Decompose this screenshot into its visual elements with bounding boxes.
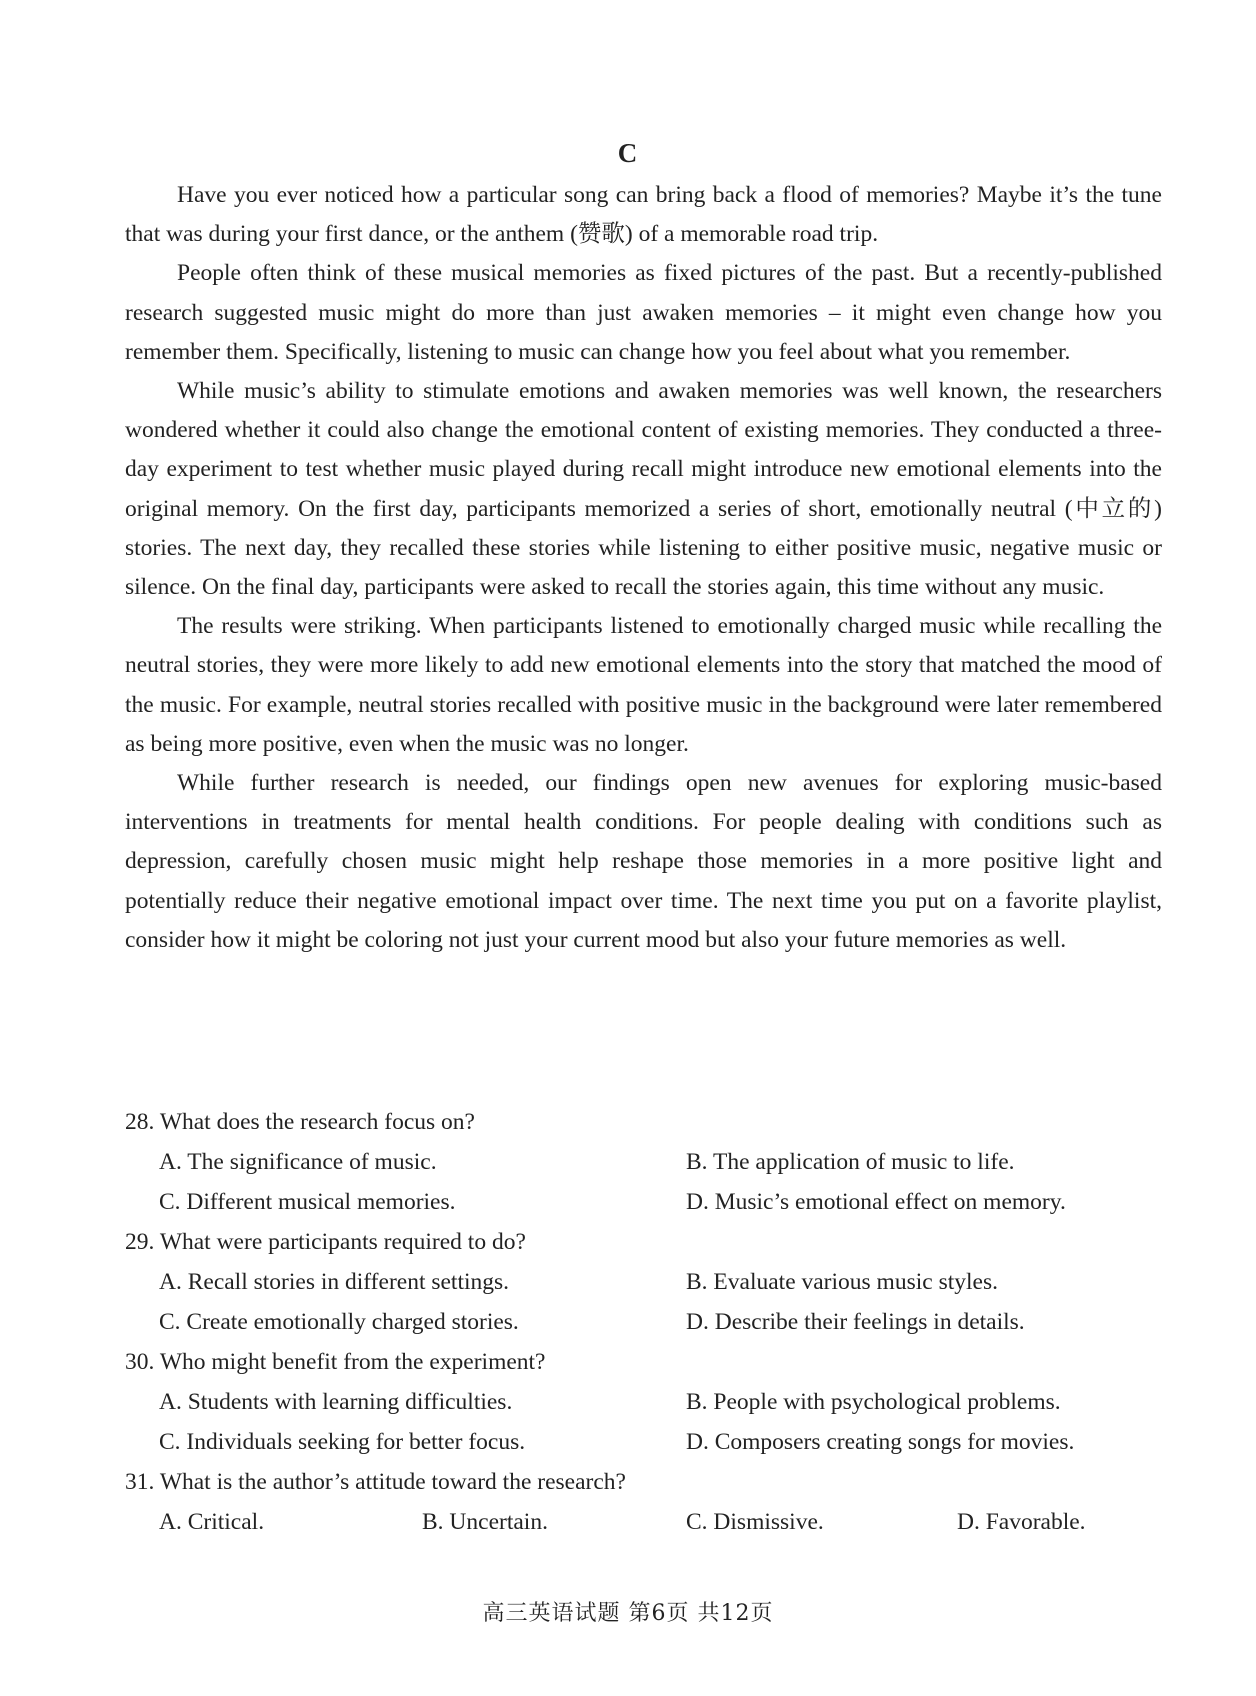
- question-list: [125, 1102, 1162, 1542]
- reading-passage: [125, 176, 1162, 960]
- option-b: B. The application of music to life.: [686, 1149, 1015, 1175]
- question-stem: 29. What were participants required to do?: [125, 1229, 526, 1255]
- option-a: A. Critical.: [159, 1509, 265, 1535]
- option-group: [125, 1502, 1162, 1542]
- option-group: [125, 1262, 1162, 1342]
- option-c: C. Individuals seeking for better focus.: [159, 1429, 526, 1455]
- option-c: C. Dismissive.: [686, 1509, 824, 1535]
- option-group: [125, 1382, 1162, 1462]
- option-a: A. The significance of music.: [159, 1149, 437, 1175]
- page-footer: 高三英语试题 第6页 共12页: [482, 1601, 774, 1626]
- option-d: D. Favorable.: [957, 1509, 1086, 1535]
- question-29: [125, 1222, 1162, 1342]
- passage-paragraph: While further research is needed, our findings open new avenues for exploring music-based interventions in treatments for mental health conditions. For people dealing with conditions such as depression, carefully chosen music might help reshape those memories in a more positive light and potentially reduce their negative emotional impact over time. The next time you put on a favorite playlist, consider how it might be coloring not just your current mood but also your future memories as well.: [125, 770, 1162, 953]
- passage-paragraph: People often think of these musical memories as fixed pictures of the past. But a recently-published research suggested music might do more than just awaken memories – it might even change how you remember them. Specifically, listening to music can change how you feel about what you remember.: [125, 260, 1162, 365]
- passage-paragraph: The results were striking. When participants listened to emotionally charged music while recalling the neutral stories, they were more likely to add new emotional elements into the story that matched the mood of the music. For example, neutral stories recalled with positive music in the background were later remembered as being more positive, even when the music was no longer.: [125, 613, 1162, 757]
- option-d: D. Describe their feelings in details.: [686, 1309, 1025, 1335]
- option-c: C. Different musical memories.: [159, 1189, 456, 1215]
- passage-paragraph: Have you ever noticed how a particular song can bring back a flood of memories? Maybe it’s the tune that was during your first dance, or the anthem (赞歌) of a memorable road trip.: [125, 182, 1162, 248]
- question-30: [125, 1342, 1162, 1462]
- section-heading: C: [617, 138, 639, 168]
- option-d: D. Music’s emotional effect on memory.: [686, 1189, 1066, 1215]
- question-stem: 31. What is the author’s attitude toward the research?: [125, 1469, 626, 1495]
- question-stem: 28. What does the research focus on?: [125, 1109, 475, 1135]
- question-stem: 30. Who might benefit from the experiment?: [125, 1349, 546, 1375]
- question-28: [125, 1102, 1162, 1222]
- option-group: [125, 1142, 1162, 1222]
- option-a: A. Recall stories in different settings.: [159, 1269, 510, 1295]
- option-b: B. People with psychological problems.: [686, 1389, 1061, 1415]
- option-b: B. Evaluate various music styles.: [686, 1269, 998, 1295]
- option-b: B. Uncertain.: [422, 1509, 548, 1535]
- passage-paragraph: While music’s ability to stimulate emotions and awaken memories was well known, the researchers wondered whether it could also change the emotional content of existing memories. They conducted a three-day experiment to test whether music played during recall might introduce new emotional elements into the original memory. On the first day, participants memorized a series of short, emotionally neutral (中立的) stories. The next day, they recalled these stories while listening to either positive music, negative music or silence. On the final day, participants were asked to recall the stories again, this time without any music.: [125, 378, 1162, 601]
- question-31: [125, 1462, 1162, 1542]
- option-a: A. Students with learning difficulties.: [159, 1389, 513, 1415]
- option-c: C. Create emotionally charged stories.: [159, 1309, 519, 1335]
- option-d: D. Composers creating songs for movies.: [686, 1429, 1075, 1455]
